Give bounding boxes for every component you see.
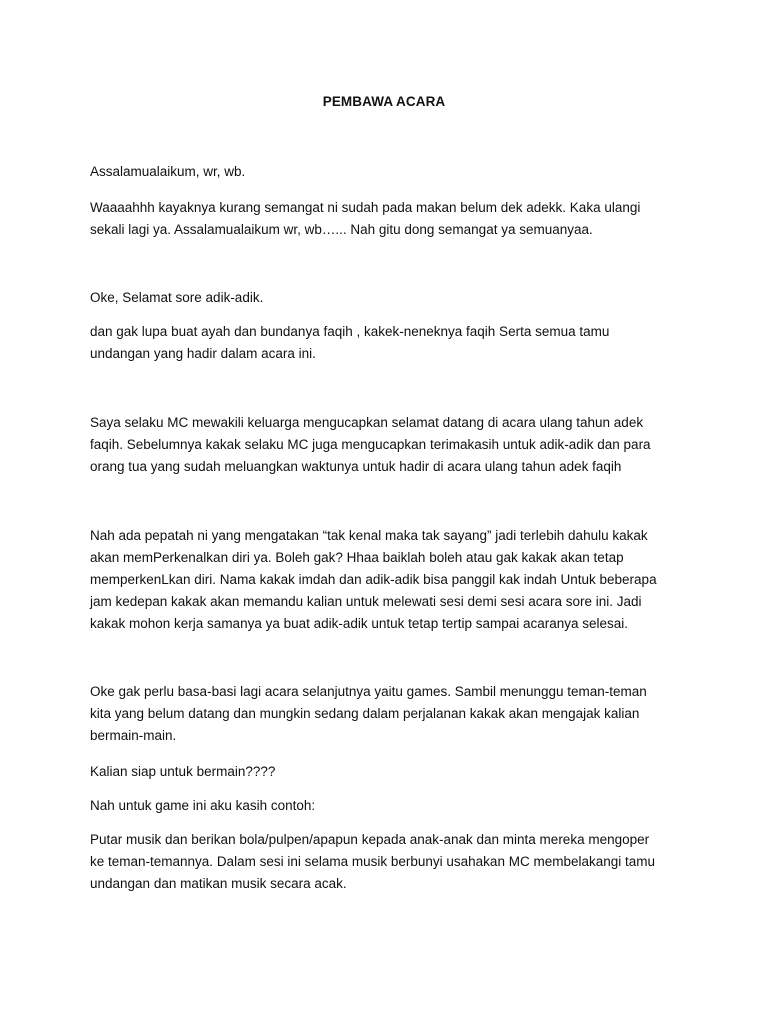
text-line: akan memPerkenalkan diri ya. Boleh gak? Hhaa baiklah boleh atau gak kakak akan tetap	[90, 550, 624, 565]
text-line: Putar musik dan berikan bola/pulpen/apapun kepada anak-anak dan minta mereka mengoper	[90, 832, 650, 847]
text-line: kakak mohon kerja samanya ya buat adik-adik untuk tetap tertip sampai acaranya selesai.	[90, 616, 629, 631]
paragraph-ready	[90, 761, 680, 783]
text-line: sekali lagi ya. Assalamualaikum wr, wb…... Nah gitu dong semangat ya semuanyaa.	[90, 222, 593, 237]
text-line: undangan yang hadir dalam acara ini.	[90, 346, 316, 361]
text-line: ke teman-temannya. Dalam sesi ini selama musik berbunyi usahakan MC membelakangi tamu	[90, 854, 656, 869]
text-line: jam kedepan kakak akan memandu kalian untuk melewati sesi demi sesi acara sore ini. Jadi	[90, 594, 642, 609]
text-line: Assalamualaikum, wr, wb.	[90, 164, 246, 179]
paragraph-welcome	[90, 412, 680, 478]
text-line: Nah ada pepatah ni yang mengatakan “tak kenal maka tak sayang” jadi terlebih dahulu kakak	[90, 528, 648, 543]
text-line: Waaaahhh kayaknya kurang semangat ni sudah pada makan belum dek adekk. Kaka ulangi	[90, 200, 641, 215]
text-line: Kalian siap untuk bermain????	[90, 764, 276, 779]
paragraph-good-afternoon	[90, 287, 680, 309]
text-line: Saya selaku MC mewakili keluarga mengucapkan selamat datang di acara ulang tahun adek	[90, 415, 644, 430]
paragraph-introduction	[90, 525, 680, 635]
text-line: faqih. Sebelumnya kakak selaku MC juga mengucapkan terimakasih untuk adik-adik dan para	[90, 437, 651, 452]
text-line: undangan dan matikan musik secara acak.	[90, 876, 347, 891]
text-line: bermain-main.	[90, 728, 177, 743]
text-line: dan gak lupa buat ayah dan bundanya faqih , kakek-neneknya faqih Serta semua tamu	[90, 324, 610, 339]
text-line: memperkenLkan diri. Nama kakak imdah dan adik-adik bisa panggil kak indah Untuk beberapa	[90, 572, 657, 587]
document-title: PEMBAWA ACARA	[322, 94, 446, 109]
paragraph-repeat-greeting	[90, 197, 680, 241]
text-line: Nah untuk game ini aku kasih contoh:	[90, 798, 316, 813]
paragraph-example-intro	[90, 795, 680, 817]
paragraph-family-greeting	[90, 321, 680, 365]
paragraph-game-instructions	[90, 829, 680, 895]
text-line: Oke gak perlu basa-basi lagi acara selanjutnya yaitu games. Sambil menunggu teman-teman	[90, 684, 647, 699]
text-line: Oke, Selamat sore adik-adik.	[90, 290, 264, 305]
paragraph-games	[90, 681, 680, 747]
paragraph-greeting	[90, 161, 680, 183]
text-line: orang tua yang sudah meluangkan waktunya untuk hadir di acara ulang tahun adek faqih	[90, 459, 622, 474]
text-line: kita yang belum datang dan mungkin sedang dalam perjalanan kakak akan mengajak kalian	[90, 706, 640, 721]
